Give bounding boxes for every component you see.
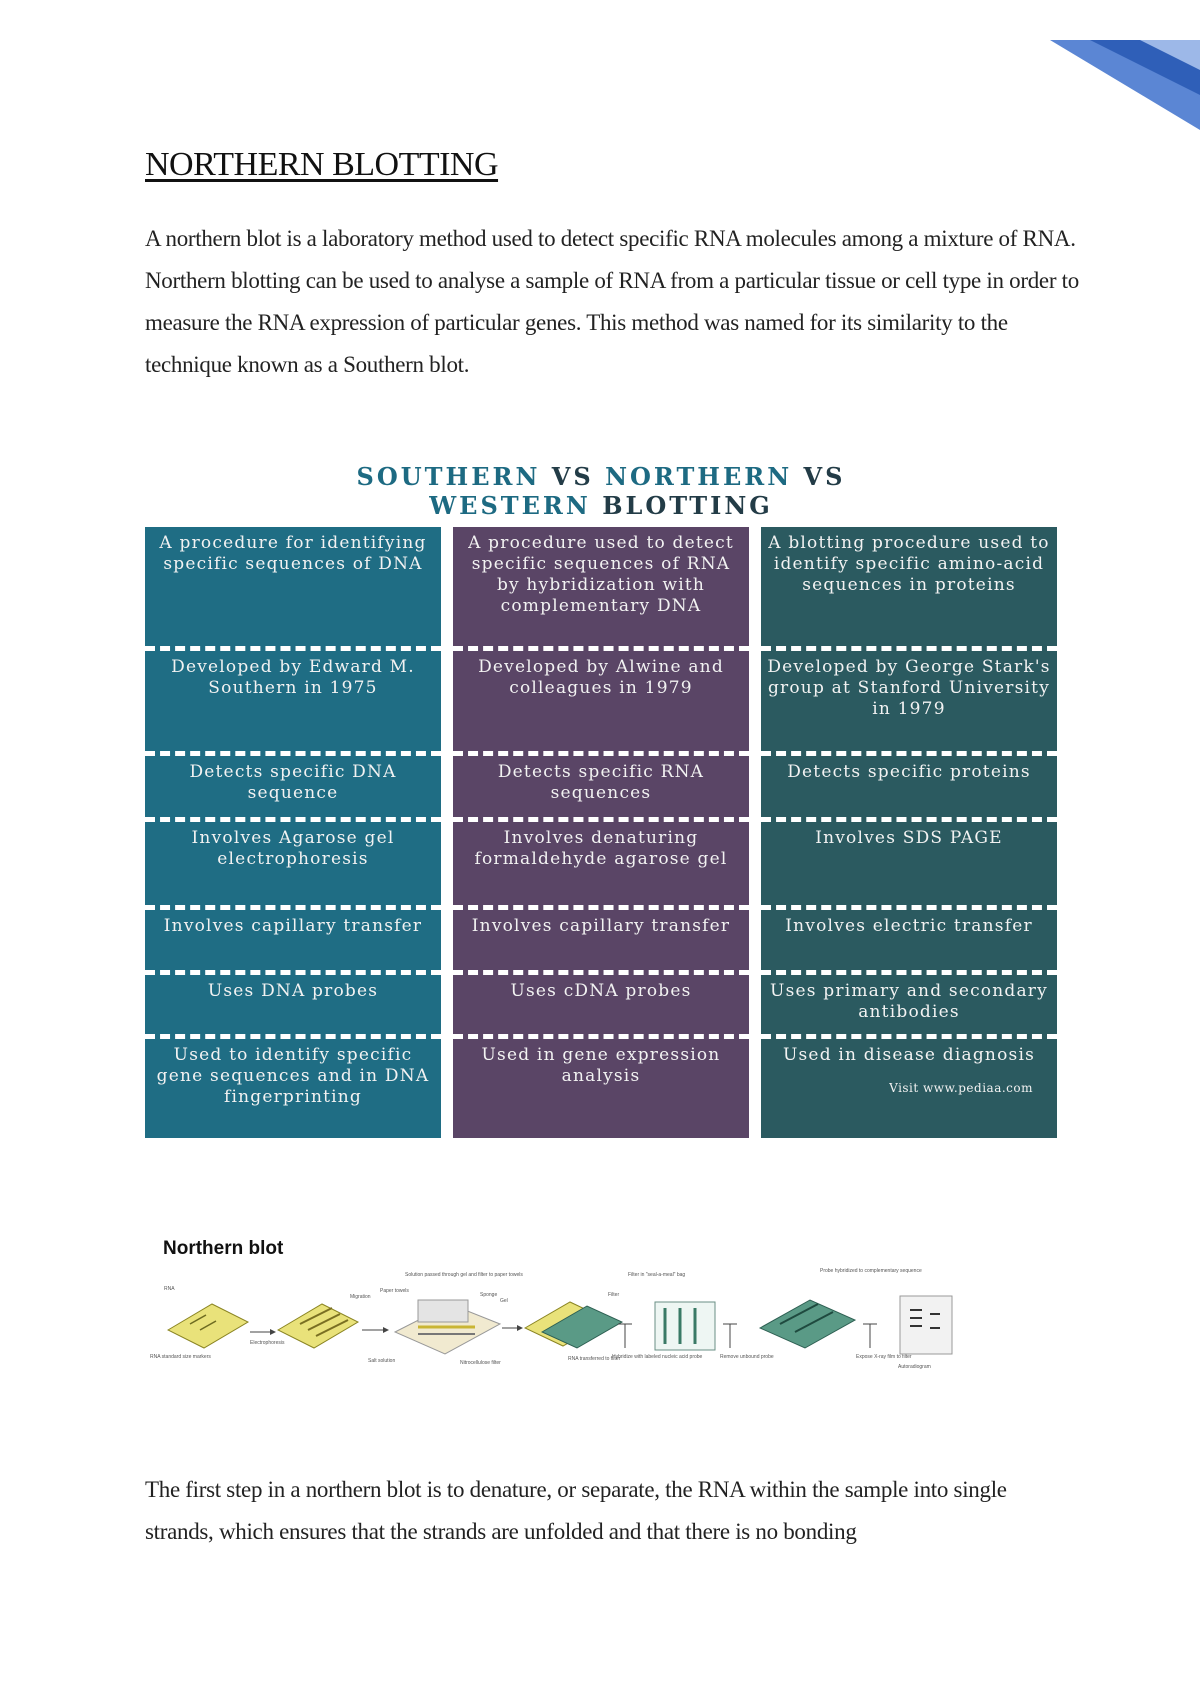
label-filter: Filter	[608, 1292, 620, 1298]
transfer-apparatus-icon	[395, 1300, 500, 1354]
western-use-cell	[761, 1039, 1057, 1138]
label-expose: Expose X-ray film to filter	[856, 1354, 912, 1360]
northern-developer: Developed by Alwine and colleagues in 1979	[453, 651, 749, 756]
southern-detects: Detects specific DNA sequence	[145, 756, 441, 822]
western-use: Used in disease diagnosis	[782, 1045, 1036, 1065]
label-salt-solution: Salt solution	[368, 1358, 396, 1364]
title-northern: NORTHERN	[605, 462, 793, 491]
label-gel: Gel	[500, 1298, 508, 1304]
label-nitrocellulose: Nitrocellulose filter	[460, 1360, 501, 1366]
western-probes: Uses primary and secondary antibodies	[761, 975, 1057, 1039]
page-heading: NORTHERN BLOTTING	[145, 146, 499, 183]
corner-decoration	[1050, 0, 1200, 130]
title-western: WESTERN	[429, 491, 591, 520]
western-transfer: Involves electric transfer	[761, 910, 1057, 975]
title-vs-2: VS	[803, 462, 846, 491]
second-paragraph: The first step in a northern blot is to denature, or separate, the RNA within the sample into single strands, which ensures that the strands are unfolded and that there is no bonding	[145, 1477, 1007, 1544]
filter-icon	[525, 1302, 622, 1348]
label-electrophoresis: Electrophoresis	[250, 1340, 285, 1346]
southern-transfer: Involves capillary transfer	[145, 910, 441, 975]
northern-gel: Involves denaturing formaldehyde agarose gel	[453, 822, 749, 910]
autoradiogram-icon	[900, 1296, 952, 1354]
label-paper-towels: Paper towels	[380, 1288, 409, 1294]
label-sponge: Sponge	[480, 1292, 498, 1298]
source-credit: Visit www.pediaa.com	[889, 1081, 1033, 1095]
western-detects: Detects specific proteins	[761, 756, 1057, 822]
gel-bands-icon	[278, 1304, 358, 1348]
intro-paragraph: A northern blot is a laboratory method used to detect specific RNA molecules among a mixture of RNA. Northern blotting can be used to analyse a sample of RNA from a particular tissue or cell type in order to measure the RNA expression of particular genes. This method was named for its similarity to the technique known as a Southern blot.	[145, 226, 1079, 377]
northern-column	[453, 527, 749, 1138]
western-column	[761, 527, 1057, 1138]
label-rna-transferred: RNA transferred to filter	[568, 1356, 621, 1362]
southern-developer: Developed by Edward M. Southern in 1975	[145, 651, 441, 756]
comparison-grid	[145, 527, 1057, 1138]
bag-icon	[655, 1302, 715, 1350]
label-rna-markers: RNA standard size markers	[150, 1354, 211, 1360]
label-remove-probe: Remove unbound probe	[720, 1354, 774, 1360]
label-probe-hybridized: Probe hybridized to complementary sequence	[820, 1268, 922, 1274]
northern-use: Used in gene expression analysis	[481, 1045, 721, 1086]
southern-definition: A procedure for identifying specific sequences of DNA	[145, 527, 441, 651]
label-migration: Migration	[350, 1294, 371, 1300]
southern-use: Used to identify specific gene sequences and in DNA fingerprinting	[156, 1045, 430, 1107]
southern-column	[145, 527, 441, 1138]
western-definition: A blotting procedure used to identify specific amino-acid sequences in proteins	[761, 527, 1057, 651]
label-rna: RNA	[164, 1286, 175, 1292]
label-filter-in-bag: Filter in "seal-a-meal" bag	[628, 1272, 686, 1278]
comparison-title	[145, 462, 1057, 520]
label-solution-passed: Solution passed through gel and filter to paper towels	[405, 1272, 523, 1278]
title-blotting: BLOTTING	[602, 491, 773, 520]
southern-gel: Involves Agarose gel electrophoresis	[145, 822, 441, 910]
title-southern: SOUTHERN	[356, 462, 541, 491]
northern-probes: Uses cDNA probes	[453, 975, 749, 1039]
western-developer: Developed by George Stark's group at Stanford University in 1979	[761, 651, 1057, 756]
western-gel: Involves SDS PAGE	[761, 822, 1057, 910]
label-hybridize: Hybridize with labeled nucleic acid probe	[612, 1354, 703, 1360]
northern-blot-label: Northern blot	[163, 1238, 284, 1259]
label-autoradiogram: Autoradiogram	[898, 1364, 931, 1370]
northern-definition: A procedure used to detect specific sequences of RNA by hybridization with complementary DNA	[453, 527, 749, 651]
northern-transfer: Involves capillary transfer	[453, 910, 749, 975]
probed-filter-icon	[760, 1300, 855, 1348]
northern-detects: Detects specific RNA sequences	[453, 756, 749, 822]
title-vs-1: VS	[551, 462, 594, 491]
gel-icon	[168, 1304, 248, 1348]
northern-blot-diagram	[150, 1262, 1050, 1377]
southern-probes: Uses DNA probes	[145, 975, 441, 1039]
